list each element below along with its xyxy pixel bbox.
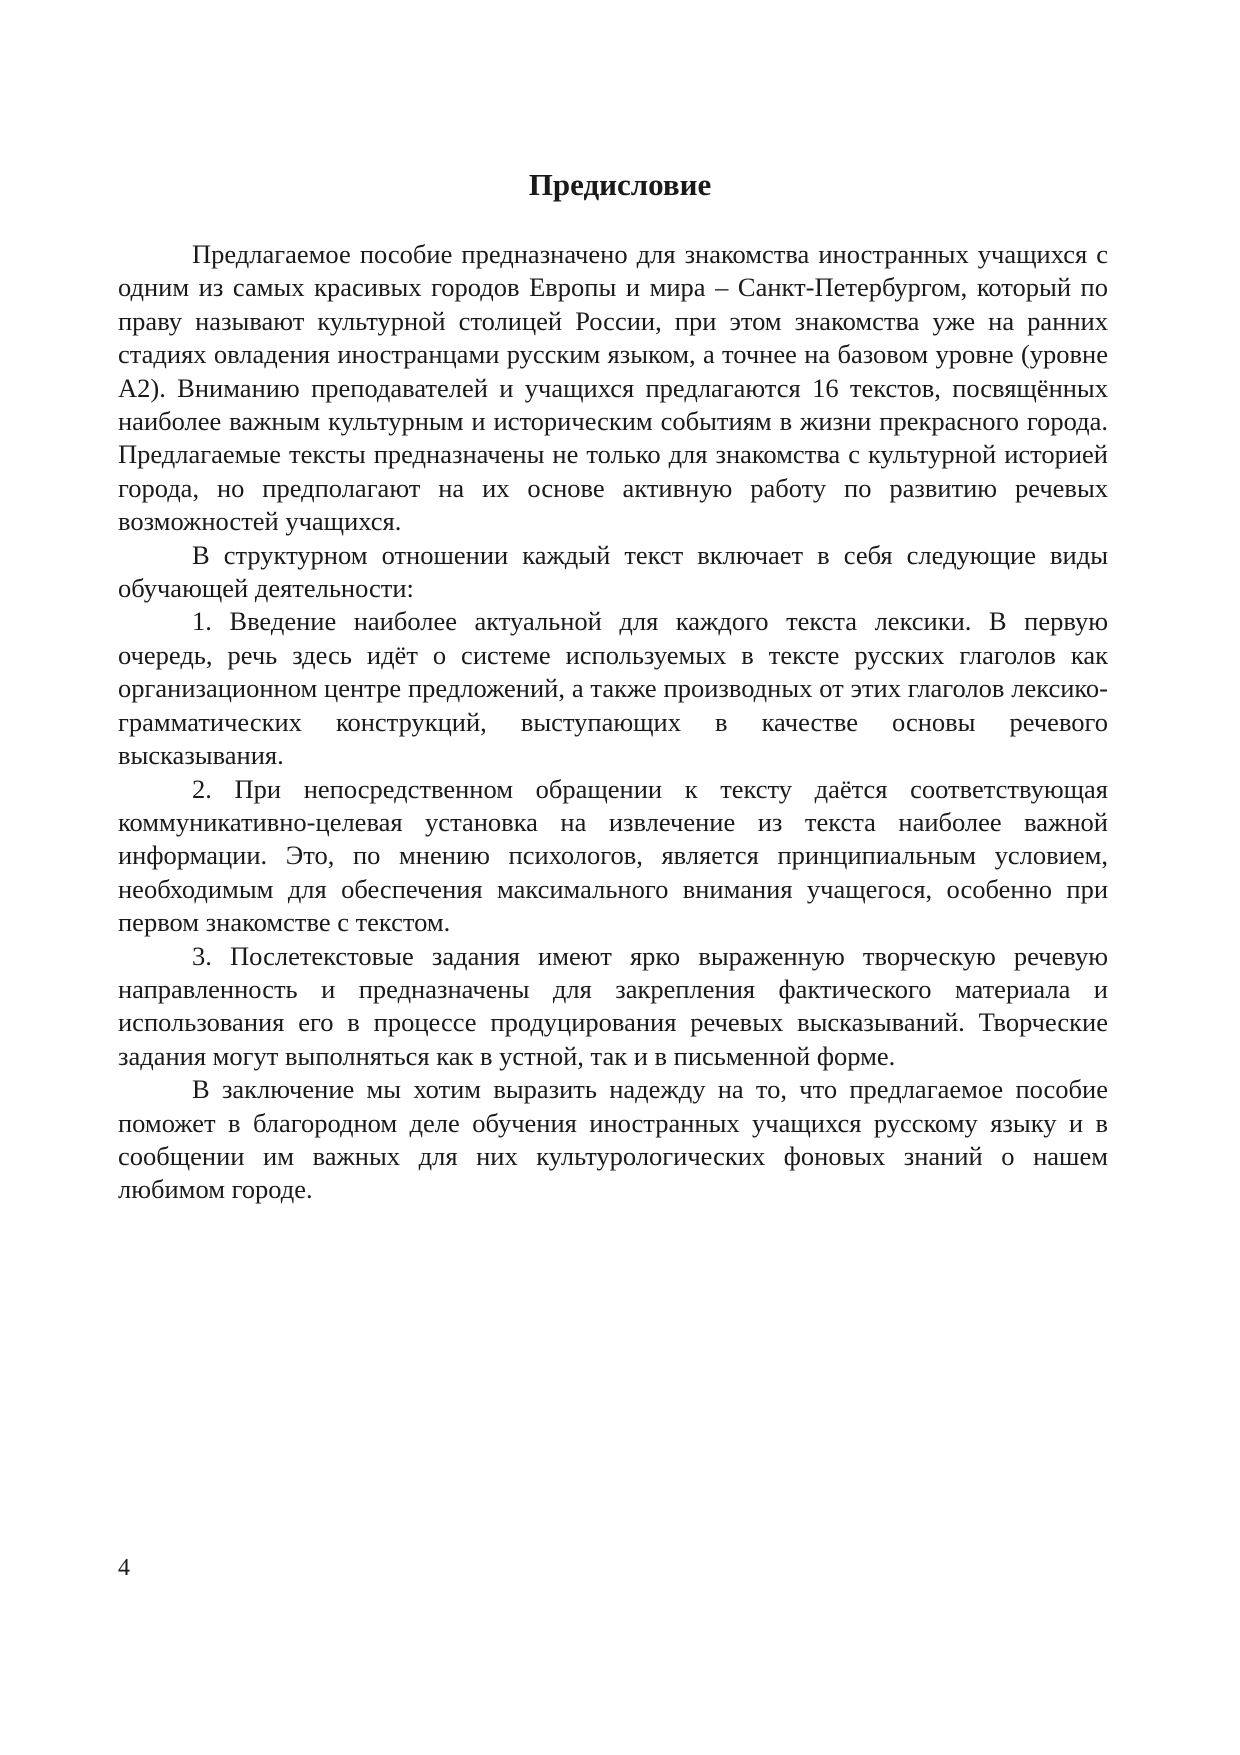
paragraph-structure: В структурном отношении каждый текст включает в себя следующие виды обучающей деятельности: xyxy=(118,539,1108,604)
page-title: Предисловие xyxy=(528,167,712,202)
document-body xyxy=(118,238,1108,1207)
paragraph-intro: Предлагаемое пособие предназначено для знакомства иностранных учащихся с одним из самых красивых городов Европы и мира – Санкт-Петербургом, который по праву называют культурной столицей России, при этом знакомства уже на ранних стадиях овладения иностранцами русским языком, а точнее на базовом уровне (уровне А2). Вниманию преподавателей и учащихся предлагаются 16 текстов, посвящённых наиболее важным культурным и историческим событиям в жизни прекрасного города. Предлагаемые тексты предназначены не только для знакомства с культурной историей города, но предполагают на их основе активную работу по развитию речевых возможностей учащихся. xyxy=(118,239,1108,537)
list-item-3: 3. Послетекстовые задания имеют ярко выраженную творческую речевую направленность и предназначены для закрепления фактического материала и использования его в процессе продуцирования речевых высказываний. Творческие задания могут выполняться как в устной, так и в письменной форме. xyxy=(118,940,1108,1071)
paragraph-conclusion: В заключение мы хотим выразить надежду на то, что предлагаемое пособие поможет в благородном деле обучения иностранных учащихся русскому языку и в сообщении им важных для них культурологических фоновых знаний о нашем любимом городе. xyxy=(118,1074,1108,1205)
list-item-1: 1. Введение наиболее актуальной для каждого текста лексики. В первую очередь, речь здесь идёт о системе используемых в тексте русских глаголов как организационном центре предложений, а также производных от этих глаголов лексико-грамматических конструкций, выступающих в качестве основы речевого высказывания. xyxy=(118,606,1108,771)
page-number: 4 xyxy=(118,1555,130,1581)
list-item-2: 2. При непосредственном обращении к тексту даётся соответствующая коммуникативно-целевая установка на извлечение из текста наиболее важной информации. Это, по мнению психологов, является принципиальным условием, необходимым для обеспечения максимального внимания учащегося, особенно при первом знакомстве с текстом. xyxy=(118,773,1108,938)
